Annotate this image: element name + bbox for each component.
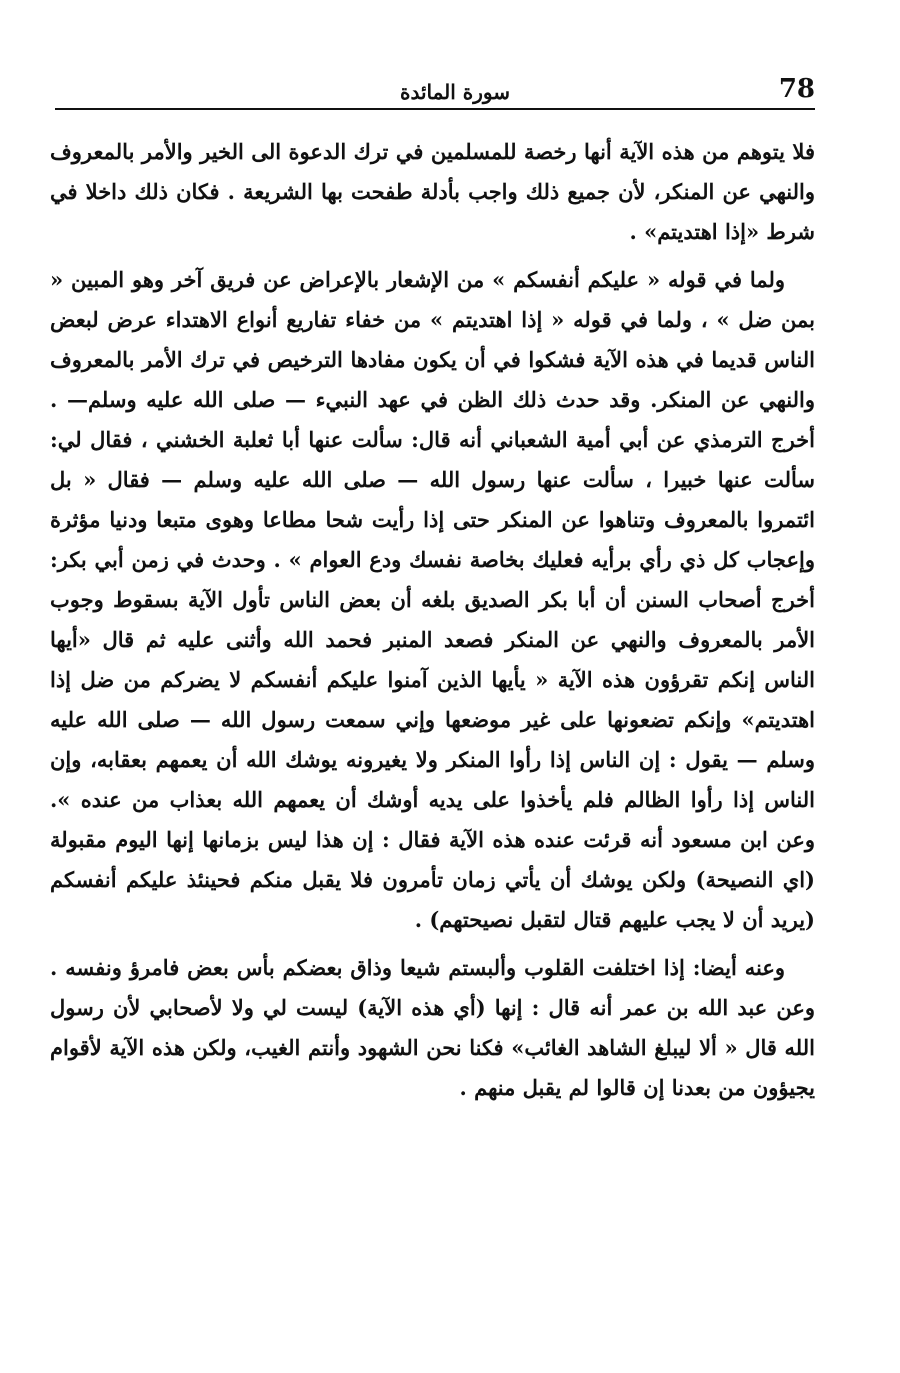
paragraph-1: فلا يتوهم من هذه الآية أنها رخصة للمسلمين في ترك الدعوة الى الخير والأمر بالمعروف والنهي عن المنكر، لأن جميع ذلك واجب بأدلة طفحت بها الشريعة . فكان ذلك داخلا في شرط «إذا اهتديتم» . — [50, 139, 815, 244]
page-number: 78 — [778, 74, 815, 104]
paragraph-3: وعنه أيضا: إذا اختلفت القلوب وألبستم شيعا وذاق بعضكم بأس بعض فامرؤ ونفسه . وعن عبد الله بن عمر أنه قال : إنها (أي هذه الآية) ليست لي ولا لأصحابي لأن رسول الله قال « ألا ليبلغ الشاهد الغائب» فكنا نحن الشهود وأنتم الغيب، ولكن هذه الآية لأقوام يجيؤون من بعدنا إن قالوا لم يقبل منهم . — [50, 955, 815, 1100]
paragraph-2: ولما في قوله « عليكم أنفسكم » من الإشعار بالإعراض عن فريق آخر وهو المبين « بمن ضل » ، ولما في قوله « إذا اهتديتم » من خفاء تفاريع أنواع الاهتداء عرض لبعض الناس قديما في هذه الآية فشكوا في أن يكون مفادها الترخيص في ترك الأمر بالمعروف والنهي عن المنكر. وقد حدث ذلك الظن في عهد النبيء — صلى الله عليه وسلم— . أخرج الترمذي عن أبي أمية الشعباني أنه قال: سألت عنها أبا ثعلبة الخشني ، فقال لي: سألت عنها خبيرا ، سألت عنها رسول الله — صلى الله عليه وسلم — فقال « بل ائتمروا بالمعروف وتناهوا عن المنكر حتى إذا رأيت شحا مطاعا وهوى متبعا ودنيا مؤثرة وإعجاب كل ذي رأي برأيه فعليك بخاصة نفسك ودع العوام » . وحدث في زمن أبي بكر: أخرج أصحاب السنن أن أبا بكر الصديق بلغه أن بعض الناس تأول الآية بسقوط وجوب الأمر بالمعروف والنهي عن المنكر فصعد المنبر فحمد الله وأثنى عليه ثم قال «أيها الناس إنكم تقرؤون هذه الآية « يأيها الذين آمنوا عليكم أنفسكم لا يضركم من ضل إذا اهتديتم» وإنكم تضعونها على غير موضعها وإني سمعت رسول الله — صلى الله عليه وسلم — يقول : إن الناس إذا رأوا المنكر ولا يغيرونه يوشك الله أن يعمهم بعقابه، وإن الناس إذا رأوا الظالم فلم يأخذوا على يديه أوشك أن يعمهم الله بعذاب من عنده ». وعن ابن مسعود أنه قرئت عنده هذه الآية فقال : إن هذا ليس بزمانها إنها اليوم مقبولة (اي النصيحة) ولكن يوشك أن يأتي زمان تأمرون فلا يقبل منكم فحينئذ عليكم أنفسكم (يريد أن لا يجب عليهم قتال لتقبل نصيحتهم) . — [50, 267, 815, 932]
running-title: سورة المائدة — [399, 80, 511, 104]
page-header — [55, 70, 815, 110]
header-rule — [55, 108, 815, 110]
body-text — [50, 132, 815, 1108]
